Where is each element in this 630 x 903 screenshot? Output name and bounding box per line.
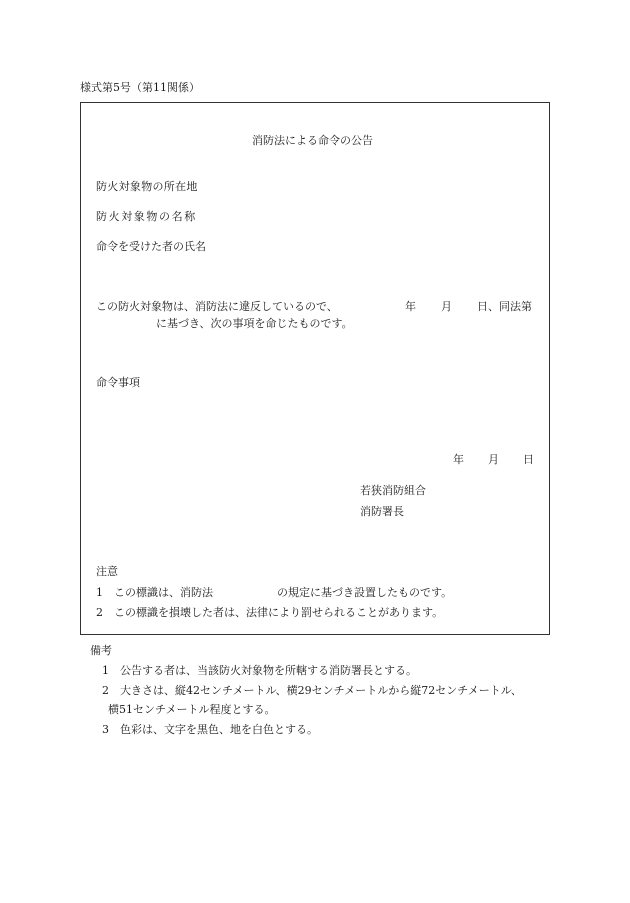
remarks-item2-line1: 大きさは、縦42センチメートル、横29センチメートルから縦72センチメートル、 (120, 684, 522, 697)
remarks-item1-text: 公告する者は、当該防火対象物を所轄する消防署長とする。 (120, 664, 417, 677)
statement-day-tail: 日、同法第 (477, 300, 532, 313)
remarks-item2-line2: 横51センチメートル程度とする。 (108, 703, 276, 716)
issue-date-year: 年 (453, 453, 464, 466)
remarks-heading: 備考 (90, 644, 112, 657)
order-items-label: 命令事項 (96, 376, 140, 389)
statement-year: 年 (405, 300, 416, 313)
statement-line1: この防火対象物は、消防法に違反しているので、 (96, 300, 338, 313)
remarks-item3-text: 色彩は、文字を黒色、地を白色とする。 (120, 723, 318, 736)
caution-item2-number: 2 (96, 606, 103, 619)
issue-date-day: 日 (523, 453, 534, 466)
statement-line2: に基づき、次の事項を命じたものです。 (156, 317, 353, 330)
field-location-label: 防火対象物の所在地 (96, 180, 198, 193)
caution-item2-text: この標識を損壊した者は、法律により罰せられることがあります。 (114, 606, 444, 619)
remarks-item2-number: 2 (102, 684, 109, 697)
remarks-item3-number: 3 (102, 723, 109, 736)
caution-item1-prefix: この標識は、消防法 (114, 586, 213, 599)
form-number-label: 様式第5号（第11関係） (80, 81, 200, 94)
issuer-organization: 若狭消防組合 (360, 484, 426, 497)
field-recipient-label: 命令を受けた者の氏名 (96, 240, 206, 253)
notice-title: 消防法による命令の公告 (252, 134, 373, 147)
issuer-title: 消防署長 (360, 505, 404, 518)
remarks-item1-number: 1 (102, 664, 109, 677)
caution-item1-number: 1 (96, 586, 103, 599)
caution-heading: 注意 (96, 565, 118, 578)
statement-month: 月 (441, 300, 452, 313)
field-name-label: 防火対象物の名称 (96, 210, 197, 223)
issue-date-month: 月 (488, 453, 499, 466)
caution-item1-suffix: の規定に基づき設置したものです。 (277, 586, 453, 599)
